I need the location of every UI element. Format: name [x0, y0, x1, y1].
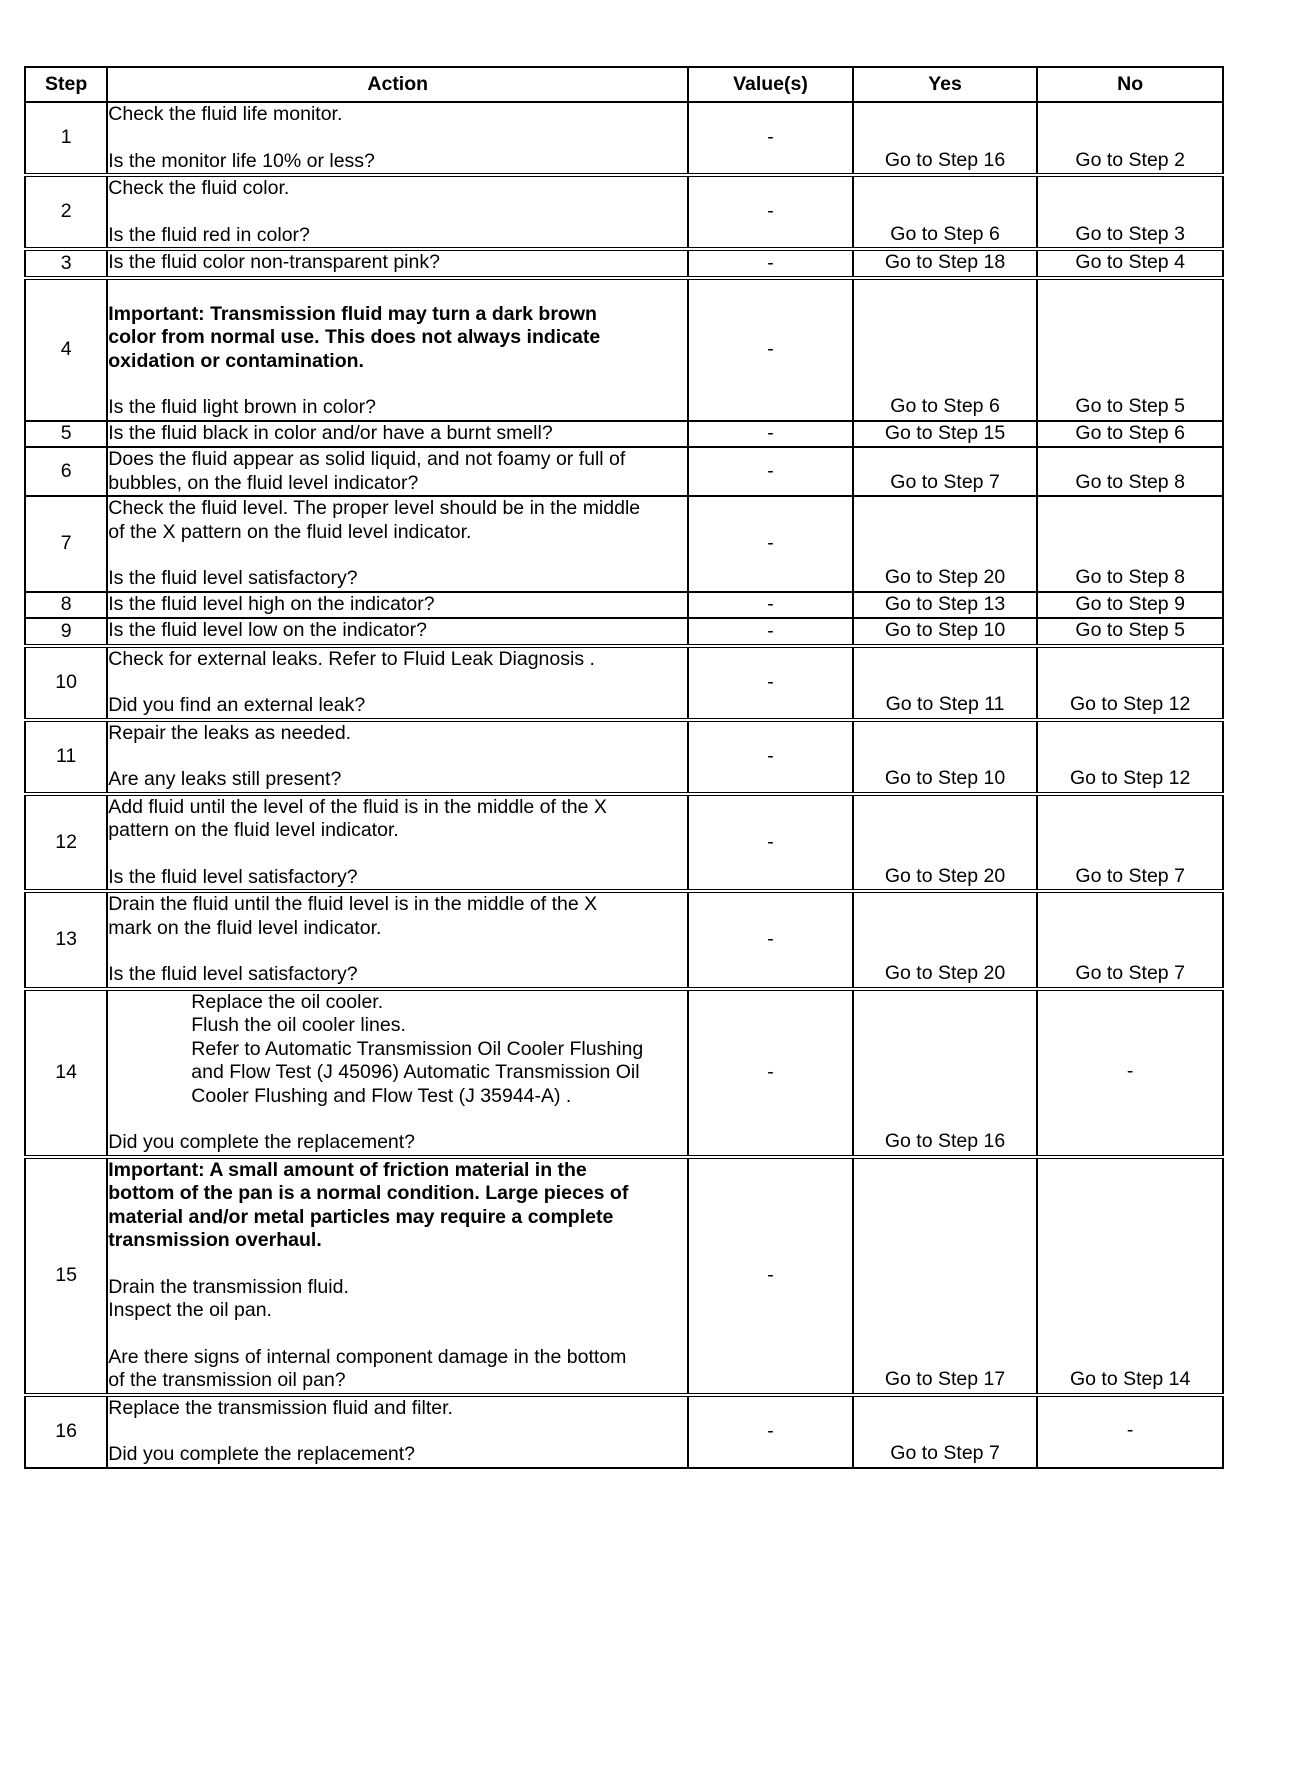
step-number: 16	[25, 1395, 107, 1468]
action-text: Is the fluid level satisfactory?	[108, 963, 358, 985]
action-text: Important: Transmission fluid may turn a dark brown color from normal use. This does not always indicate oxidation or contamination.	[108, 302, 601, 372]
action-text: Add fluid until the level of the fluid is in the middle of the X pattern on the fluid level indicator.	[108, 795, 607, 841]
no-cell: Go to Step 5	[1037, 278, 1223, 421]
action-text: Are any leaks still present?	[108, 768, 342, 790]
action-text: Check the fluid life monitor.	[108, 103, 343, 125]
action-text: Important: A small amount of friction material in the bottom of the pan is a normal condition. Large pieces of material and/or metal particles may require a complete transmission overhaul.	[108, 1158, 629, 1251]
values-cell: -	[688, 249, 853, 278]
action-text: Is the fluid black in color and/or have a burnt smell?	[108, 421, 553, 444]
action-cell	[107, 618, 688, 646]
step-number: 1	[25, 102, 107, 175]
header-row	[25, 67, 1223, 102]
yes-cell: Go to Step 7	[853, 1395, 1038, 1468]
table-row	[25, 278, 1223, 421]
table-row	[25, 720, 1223, 794]
values-cell: -	[688, 102, 853, 175]
table-row	[25, 618, 1223, 646]
table-body	[25, 102, 1223, 1468]
yes-cell: Go to Step 20	[853, 496, 1038, 592]
table-row	[25, 891, 1223, 989]
action-text: Repair the leaks as needed.	[108, 721, 352, 744]
values-cell: -	[688, 618, 853, 646]
yes-cell: Go to Step 18	[853, 249, 1038, 278]
values-cell: -	[688, 720, 853, 794]
table-row	[25, 175, 1223, 249]
action-cell	[107, 249, 688, 278]
yes-cell: Go to Step 11	[853, 646, 1038, 720]
step-number: 13	[25, 891, 107, 989]
table-row	[25, 1157, 1223, 1395]
values-cell: -	[688, 278, 853, 421]
yes-cell: Go to Step 16	[853, 102, 1038, 175]
action-cell	[107, 278, 688, 421]
action-text: Is the fluid level low on the indicator?	[108, 619, 427, 641]
action-cell	[107, 496, 688, 592]
values-cell: -	[688, 447, 853, 496]
step-number: 3	[25, 249, 107, 278]
no-cell: Go to Step 6	[1037, 421, 1223, 448]
table-row	[25, 496, 1223, 592]
action-cell	[107, 447, 688, 496]
diagnostic-table	[24, 66, 1224, 1469]
yes-cell: Go to Step 20	[853, 891, 1038, 989]
values-cell: -	[688, 891, 853, 989]
action-cell	[107, 1157, 688, 1395]
action-text: Did you find an external leak?	[108, 694, 366, 716]
action-text: Check the fluid level. The proper level should be in the middle of the X pattern on the fluid level indicator.	[108, 497, 641, 543]
table-row	[25, 1395, 1223, 1468]
action-cell	[107, 720, 688, 794]
values-cell: -	[688, 421, 853, 448]
action-text: Did you complete the replacement?	[108, 1131, 416, 1153]
yes-cell: Go to Step 15	[853, 421, 1038, 448]
no-cell: Go to Step 12	[1037, 646, 1223, 720]
table-row	[25, 421, 1223, 448]
action-cell	[107, 102, 688, 175]
step-number: 7	[25, 496, 107, 592]
action-text: Did you complete the replacement?	[108, 1443, 416, 1465]
step-number: 15	[25, 1157, 107, 1395]
no-cell: Go to Step 5	[1037, 618, 1223, 646]
table-row	[25, 989, 1223, 1157]
header-action: Action	[107, 67, 688, 102]
no-cell: Go to Step 7	[1037, 794, 1223, 892]
no-cell: Go to Step 9	[1037, 592, 1223, 619]
table-row	[25, 102, 1223, 175]
yes-cell: Go to Step 7	[853, 447, 1038, 496]
no-cell: -	[1037, 989, 1223, 1157]
no-cell: Go to Step 8	[1037, 496, 1223, 592]
step-number: 10	[25, 646, 107, 720]
no-cell: Go to Step 14	[1037, 1157, 1223, 1395]
no-cell: Go to Step 7	[1037, 891, 1223, 989]
values-cell: -	[688, 175, 853, 249]
yes-cell: Go to Step 17	[853, 1157, 1038, 1395]
action-text: Is the fluid red in color?	[108, 223, 310, 246]
no-cell: Go to Step 4	[1037, 249, 1223, 278]
table-row	[25, 646, 1223, 720]
action-text: Is the fluid level satisfactory?	[108, 567, 358, 589]
action-text: Is the fluid color non-transparent pink?	[108, 251, 440, 273]
yes-cell: Go to Step 20	[853, 794, 1038, 892]
action-cell	[107, 1395, 688, 1468]
action-text: Is the fluid level satisfactory?	[108, 865, 358, 888]
action-cell	[107, 592, 688, 619]
action-text: Drain the fluid until the fluid level is in the middle of the X mark on the fluid level indicator.	[108, 893, 598, 939]
step-number: 8	[25, 592, 107, 619]
values-cell: -	[688, 592, 853, 619]
values-cell: -	[688, 1157, 853, 1395]
no-cell: Go to Step 8	[1037, 447, 1223, 496]
values-cell: -	[688, 496, 853, 592]
no-cell: Go to Step 3	[1037, 175, 1223, 249]
action-text: Drain the transmission fluid. Inspect the oil pan.	[108, 1275, 349, 1321]
header-step: Step	[25, 67, 107, 102]
action-text: Is the fluid level high on the indicator?	[108, 592, 435, 615]
header-yes: Yes	[853, 67, 1038, 102]
action-cell	[107, 989, 688, 1157]
header-no: No	[1037, 67, 1223, 102]
action-cell	[107, 175, 688, 249]
yes-cell: Go to Step 10	[853, 720, 1038, 794]
yes-cell: Go to Step 10	[853, 618, 1038, 646]
no-cell: Go to Step 2	[1037, 102, 1223, 175]
table-row	[25, 592, 1223, 619]
action-text: Are there signs of internal component damage in the bottom of the transmission oil pan?	[108, 1345, 627, 1391]
action-text: Check the fluid color.	[108, 177, 290, 199]
step-number: 9	[25, 618, 107, 646]
yes-cell: Go to Step 13	[853, 592, 1038, 619]
table-row	[25, 447, 1223, 496]
action-cell	[107, 794, 688, 892]
action-cell	[107, 646, 688, 720]
step-number: 6	[25, 447, 107, 496]
step-number: 2	[25, 175, 107, 249]
step-number: 12	[25, 794, 107, 892]
step-number: 4	[25, 278, 107, 421]
action-text: Replace the oil cooler. Flush the oil cooler lines. Refer to Automatic Transmission Oil Cooler Flushing and Flow Test (J 45096) Automatic Transmission Oil Cooler Flushing and Flow Test (J 35944-A) .	[191, 990, 644, 1107]
step-number: 14	[25, 989, 107, 1157]
yes-cell: Go to Step 6	[853, 175, 1038, 249]
action-text: Replace the transmission fluid and filter.	[108, 1396, 453, 1419]
action-cell	[107, 421, 688, 448]
values-cell: -	[688, 989, 853, 1157]
action-text: Check for external leaks. Refer to Fluid Leak Diagnosis .	[108, 647, 595, 670]
yes-cell: Go to Step 16	[853, 989, 1038, 1157]
step-number: 11	[25, 720, 107, 794]
table-row	[25, 249, 1223, 278]
no-cell: Go to Step 12	[1037, 720, 1223, 794]
yes-cell: Go to Step 6	[853, 278, 1038, 421]
header-values: Value(s)	[688, 67, 853, 102]
values-cell: -	[688, 1395, 853, 1468]
step-number: 5	[25, 421, 107, 448]
action-text: Does the fluid appear as solid liquid, and not foamy or full of bubbles, on the fluid level indicator?	[108, 448, 626, 494]
values-cell: -	[688, 794, 853, 892]
table-row	[25, 794, 1223, 892]
action-text: Is the fluid light brown in color?	[108, 396, 376, 418]
values-cell: -	[688, 646, 853, 720]
action-cell	[107, 891, 688, 989]
action-text: Is the monitor life 10% or less?	[108, 149, 375, 172]
no-cell: -	[1037, 1395, 1223, 1468]
